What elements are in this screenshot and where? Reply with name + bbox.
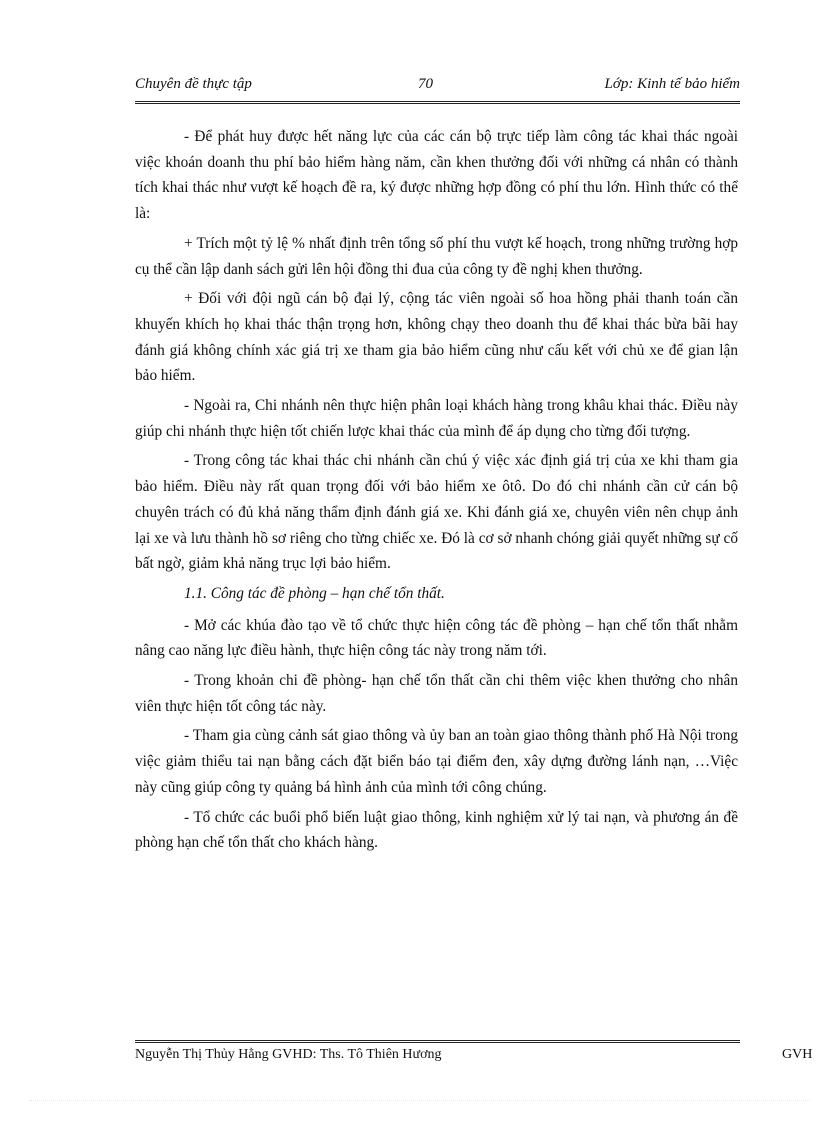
footer-double-rule — [135, 1040, 740, 1043]
paragraph: - Trong công tác khai thác chi nhánh cần chú ý việc xác định giá trị của xe khi tham gia bảo hiểm. Điều này rất quan trọng đối với bảo hiểm xe ôtô. Do đó chi nhánh cần cử cán bộ chuyên trách có đủ khả năng thẩm định đánh giá xe. Khi đánh giá xe, chuyên viên nên chụp ảnh lại xe và lưu thành hồ sơ riêng cho từng chiếc xe. Đó là cơ sở nhanh chóng giải quyết những sự cố bất ngờ, giảm khả năng trục lợi bảo hiểm. — [135, 452, 738, 573]
document-body — [135, 124, 738, 860]
paragraph: - Trong khoản chi đề phòng- hạn chế tổn thất cần chi thêm việc khen thưởng cho nhân viên thực hiện tốt công tác này. — [135, 672, 738, 715]
page-number: 70 — [418, 76, 433, 92]
footer-author-supervisor: Nguyễn Thị Thủy Hằng GVHD: Ths. Tô Thiên Hương — [135, 1047, 442, 1062]
header-double-rule — [135, 101, 740, 104]
paragraph: - Ngoài ra, Chi nhánh nên thực hiện phân loại khách hàng trong khâu khai thác. Điều này giúp chi nhánh thực hiện tốt chiến lược khai thác của mình để áp dụng cho từng đối tượng. — [135, 397, 738, 440]
paragraph: - Tổ chức các buổi phổ biến luật giao thông, kinh nghiệm xử lý tai nạn, và phương án đề phòng hạn chế tổn thất cho khách hàng. — [135, 808, 738, 852]
header-class-name: Lớp: Kinh tế bảo hiểm — [604, 76, 740, 92]
footer-truncated-label: GVH — [782, 1047, 813, 1062]
paragraph: - Tham gia cùng cảnh sát giao thông và ủy ban an toàn giao thông thành phố Hà Nội trong việc giảm thiểu tai nạn bằng cách đặt biển báo tại điểm đen, xây dựng đường lánh nạn, …Việc này cũng giúp công ty quảng bá hình ảnh của mình tới công chúng. — [135, 727, 738, 796]
paragraph: - Để phát huy được hết năng lực của các cán bộ trực tiếp làm công tác khai thác ngoài việc khoán doanh thu phí bảo hiểm hàng năm, cần khen thưởng đối với những cá nhân có thành tích khai thác như vượt kế hoạch đề ra, ký được những hợp đồng có phí thu lớn. Hình thức có thể là: — [135, 128, 738, 223]
paragraph: - Mở các khúa đào tạo về tổ chức thực hiện công tác đề phòng – hạn chế tổn thất nhằm nâng cao năng lực điều hành, thực hiện công tác này trong năm tới. — [135, 616, 738, 660]
section-heading: 1.1. Công tác đề phòng – hạn chế tổn thất. — [184, 584, 445, 602]
page-bottom-dotted-line — [30, 1100, 810, 1101]
paragraph: + Đối với đội ngũ cán bộ đại lý, cộng tác viên ngoài số hoa hồng phải thanh toán cần khuyến khích họ khai thác thận trọng hơn, không chạy theo doanh thu để khai thác bừa bãi hay đánh giá không chính xác giá trị xe tham gia bảo hiểm cũng như cấu kết với chủ xe để gian lận bảo hiểm. — [135, 290, 738, 385]
paragraph: + Trích một tỷ lệ % nhất định trên tổng số phí thu vượt kế hoạch, trong những trường hợp cụ thể cần lập danh sách gửi lên hội đồng thi đua của công ty đề nghị khen thưởng. — [135, 234, 738, 278]
header-course-title: Chuyên đề thực tập — [135, 76, 252, 92]
page-header — [135, 74, 740, 98]
